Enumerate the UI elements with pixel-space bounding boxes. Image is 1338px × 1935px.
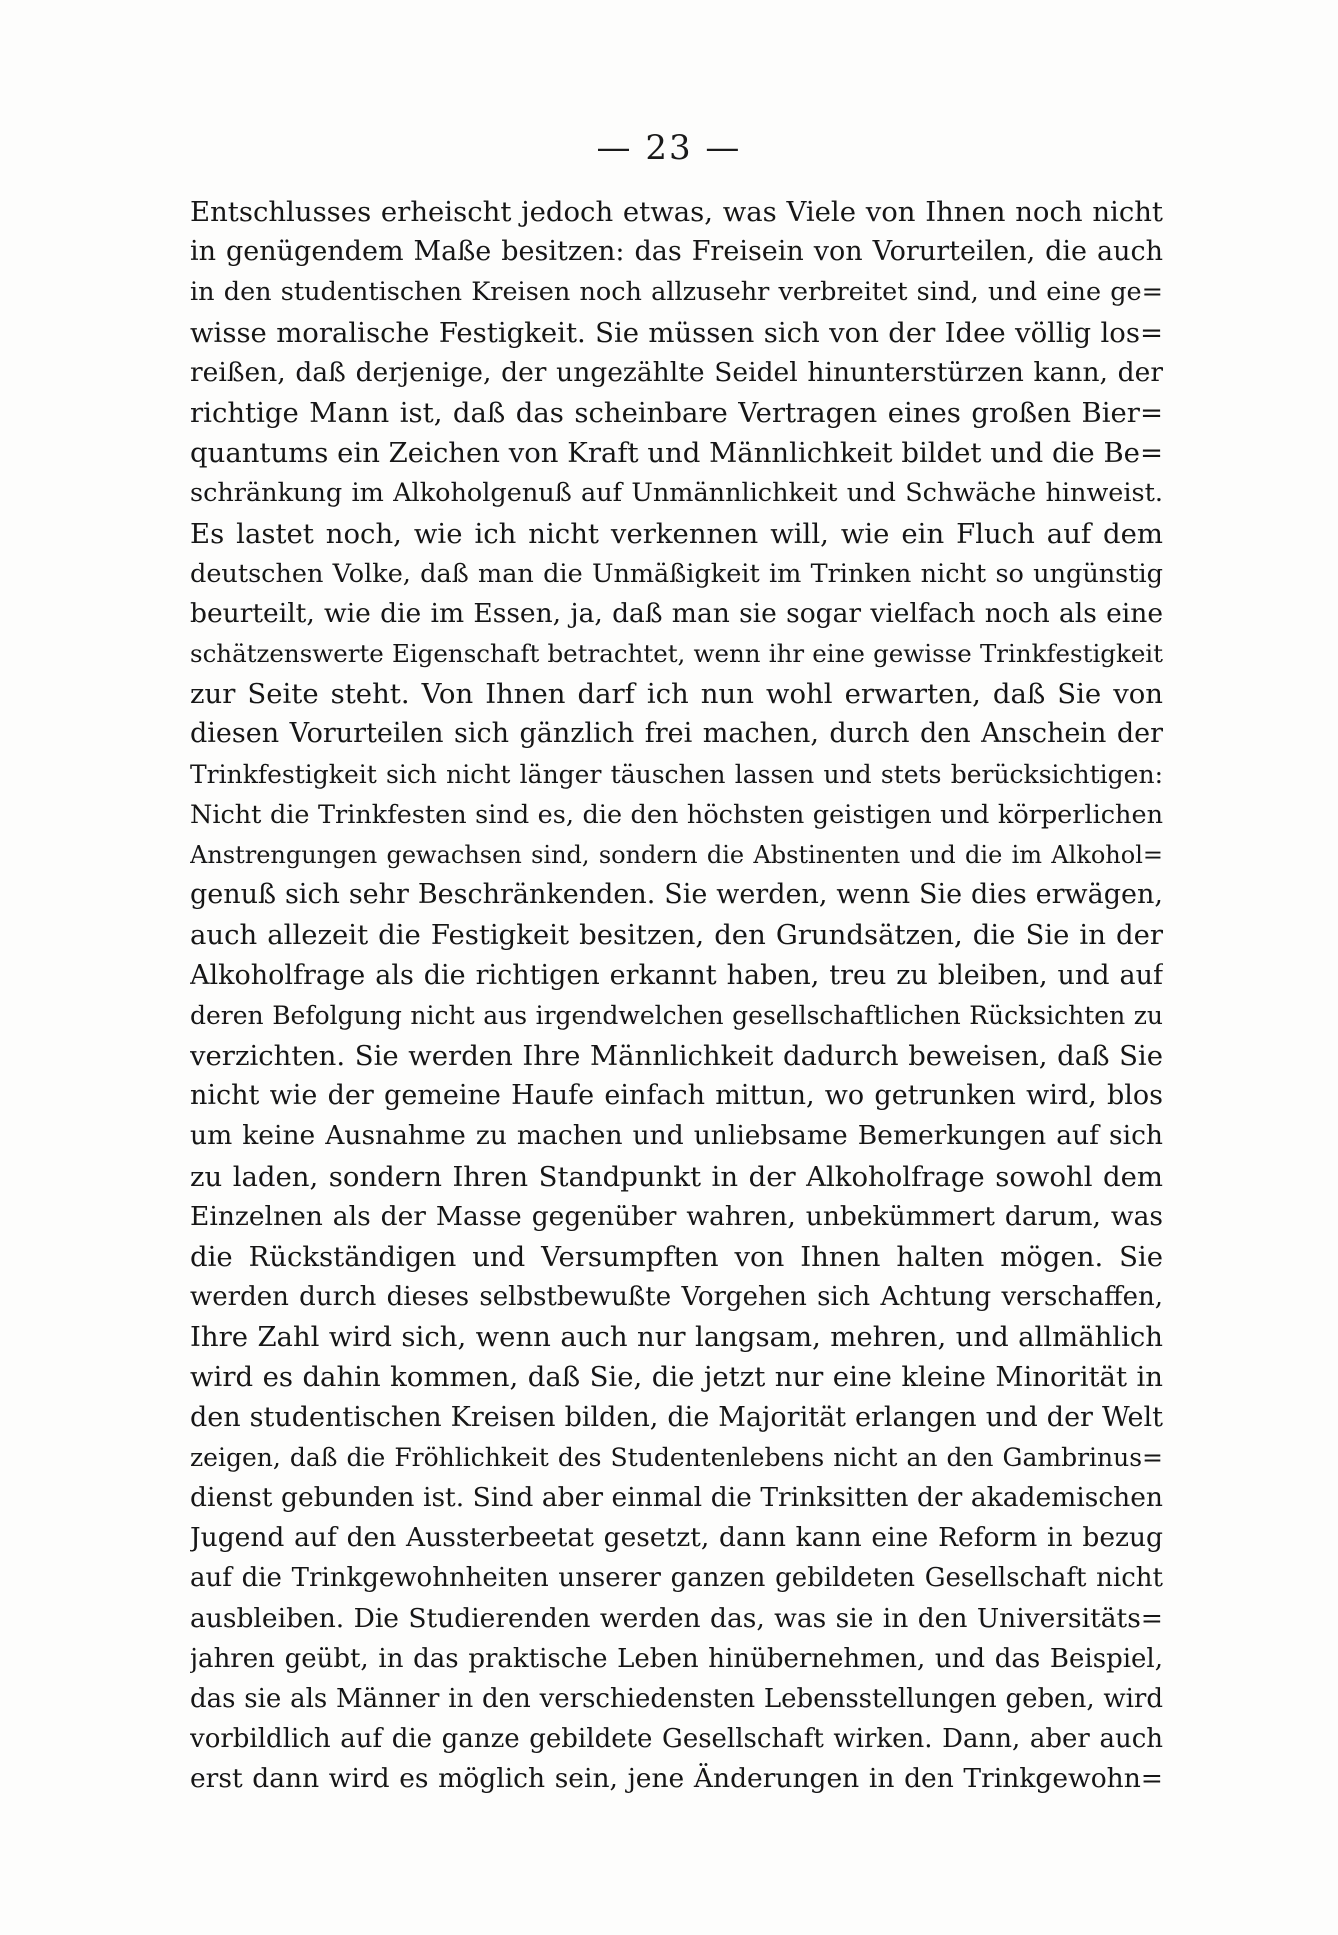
text-line: um keine Ausnahme zu machen und unliebsame Bemerkungen auf sich <box>190 1120 1163 1152</box>
text-line: Ihre Zahl wird sich, wenn auch nur langsam, mehren, und allmählich <box>190 1321 1163 1354</box>
text-line: schränkung im Alkoholgenuß auf Unmännlichkeit und Schwäche hinweist. <box>190 478 1163 509</box>
text-line: zur Seite steht. Von Ihnen darf ich nun wohl erwarten, daß Sie von <box>190 678 1163 711</box>
text-line: erst dann wird es möglich sein, jene Änderungen in den Trinkgewohn= <box>190 1763 1163 1795</box>
text-line: genuß sich sehr Beschränkenden. Sie werden, wenn Sie dies erwägen, <box>190 879 1163 911</box>
text-line: jahren geübt, in das praktische Leben hinübernehmen, und das Beispiel, <box>190 1643 1163 1674</box>
text-line: dienst gebunden ist. Sind aber einmal die Trinksitten der akademischen <box>190 1482 1163 1513</box>
text-line: auf die Trinkgewohnheiten unserer ganzen gebildeten Gesellschaft nicht <box>190 1563 1163 1594</box>
text-line: richtige Mann ist, daß das scheinbare Vertragen eines großen Bier= <box>190 396 1163 429</box>
text-line: Einzelnen als der Masse gegenüber wahren, unbekümmert darum, was <box>190 1200 1163 1232</box>
text-line: nicht wie der gemeine Haufe einfach mittun, wo getrunken wird, blos <box>190 1080 1163 1112</box>
body-text <box>190 192 1163 1800</box>
text-line: vorbildlich auf die ganze gebildete Gesellschaft wirken. Dann, aber auch <box>190 1724 1163 1755</box>
text-line: verzichten. Sie werden Ihre Männlichkeit dadurch beweisen, daß Sie <box>190 1039 1163 1072</box>
text-line: deutschen Volke, daß man die Unmäßigkeit im Trinken nicht so ungünstig <box>190 558 1163 589</box>
text-line: die Rückständigen und Versumpften von Ihnen halten mögen. Sie <box>190 1240 1163 1273</box>
text-line: beurteilt, wie die im Essen, ja, daß man sie sogar vielfach noch als eine <box>190 597 1163 629</box>
text-line: reißen, daß derjenige, der ungezählte Seidel hinunterstürzen kann, der <box>190 356 1163 388</box>
text-line: schätzenswerte Eigenschaft betrachtet, wenn ihr eine gewisse Trinkfestigkeit <box>190 639 1163 669</box>
text-line: auch allezeit die Festigkeit besitzen, den Grundsätzen, die Sie in der <box>190 919 1163 952</box>
text-line: quantums ein Zeichen von Kraft und Männlichkeit bildet und die Be= <box>190 437 1163 470</box>
text-line: Anstrengungen gewachsen sind, sondern die Abstinenten und die im Alkohol= <box>190 841 1163 869</box>
text-line: werden durch dieses selbstbewußte Vorgehen sich Achtung verschaffen, <box>190 1282 1163 1313</box>
text-line: wird es dahin kommen, daß Sie, die jetzt nur eine kleine Minorität in <box>190 1361 1163 1394</box>
text-line: Es lastet noch, wie ich nicht verkennen will, wie ein Fluch auf dem <box>190 517 1163 550</box>
text-line: Alkoholfrage als die richtigen erkannt haben, treu zu bleiben, und auf <box>190 959 1163 991</box>
text-line: in genügendem Maße besitzen: das Freisein von Vorurteilen, die auch <box>190 236 1163 268</box>
text-line: diesen Vorurteilen sich gänzlich frei machen, durch den Anschein der <box>190 718 1163 750</box>
text-line: zu laden, sondern Ihren Standpunkt in der Alkoholfrage sowohl dem <box>190 1160 1163 1193</box>
text-line: den studentischen Kreisen bilden, die Majorität erlangen und der Welt <box>190 1401 1163 1433</box>
text-line: Entschlusses erheischt jedoch etwas, was Viele von Ihnen noch nicht <box>190 196 1163 228</box>
text-line: in den studentischen Kreisen noch allzusehr verbreitet sind, und eine ge= <box>190 277 1163 308</box>
text-line: Nicht die Trinkfesten sind es, die den höchsten geistigen und körperlichen <box>190 799 1163 830</box>
text-line: wisse moralische Festigkeit. Sie müssen sich von der Idee völlig los= <box>190 316 1163 349</box>
text-line: das sie als Männer in den verschiedensten Lebensstellungen geben, wird <box>190 1683 1163 1714</box>
page-number: — 23 — <box>596 128 742 168</box>
text-line: zeigen, daß die Fröhlichkeit des Studentenlebens nicht an den Gambrinus= <box>190 1442 1163 1472</box>
text-line: Trinkfestigkeit sich nicht länger täuschen lassen und stets berücksichtigen: <box>190 759 1163 789</box>
text-line: Jugend auf den Aussterbeetat gesetzt, dann kann eine Reform in bezug <box>190 1522 1163 1554</box>
text-line: deren Befolgung nicht aus irgendwelchen gesellschaftlichen Rücksichten zu <box>190 1000 1163 1030</box>
text-line: ausbleiben. Die Studierenden werden das, was sie in den Universitäts= <box>190 1602 1163 1634</box>
